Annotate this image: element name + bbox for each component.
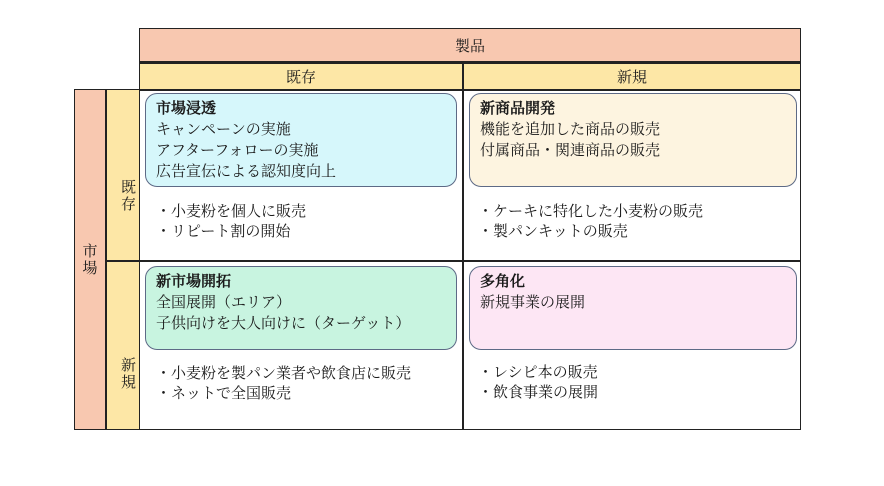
examples-market-development <box>156 363 411 403</box>
header-product: 製品 <box>139 28 801 62</box>
strategy-box-product-development <box>469 93 797 187</box>
header-market-new: 新規 <box>106 261 140 430</box>
examples-diversification <box>478 362 598 402</box>
strategy-line: キャンペーンの実施 <box>156 120 291 138</box>
strategy-line: 新規事業の展開 <box>480 293 586 311</box>
header-market: 市場 <box>74 89 106 430</box>
strategy-title: 多角化 <box>480 272 526 290</box>
example-item: ・レシピ本の販売 <box>478 363 598 381</box>
example-item: ・小麦粉を製パン業者や飲食店に販売 <box>156 364 412 382</box>
strategy-line: 付属商品・関連商品の販売 <box>480 141 661 159</box>
strategy-line: 全国展開（エリア） <box>156 293 292 311</box>
header-product-new: 新規 <box>463 62 801 90</box>
examples-product-development <box>478 201 703 241</box>
strategy-box-market-development <box>145 266 457 350</box>
header-market-existing: 既存 <box>106 89 140 261</box>
strategy-box-market-penetration <box>145 93 457 187</box>
header-product-existing: 既存 <box>139 62 463 90</box>
strategy-line: 機能を追加した商品の販売 <box>480 120 661 138</box>
example-item: ・リピート割の開始 <box>156 222 291 240</box>
strategy-title: 市場浸透 <box>156 99 217 117</box>
example-item: ・飲食事業の展開 <box>478 383 599 401</box>
strategy-line: 子供向けを大人向けに（ターゲット） <box>156 314 411 332</box>
strategy-box-diversification <box>469 266 797 350</box>
example-item: ・ケーキに特化した小麦粉の販売 <box>478 202 704 220</box>
strategy-title: 新市場開拓 <box>156 272 232 290</box>
strategy-title: 新商品開発 <box>480 99 556 117</box>
strategy-line: アフターフォローの実施 <box>156 141 319 159</box>
example-item: ・ネットで全国販売 <box>156 384 292 402</box>
example-item: ・小麦粉を個人に販売 <box>156 202 307 220</box>
strategy-line: 広告宣伝による認知度向上 <box>156 162 337 180</box>
example-item: ・製パンキットの販売 <box>478 222 628 240</box>
matrix-horizontal-divider <box>139 260 801 262</box>
examples-market-penetration <box>156 201 306 241</box>
